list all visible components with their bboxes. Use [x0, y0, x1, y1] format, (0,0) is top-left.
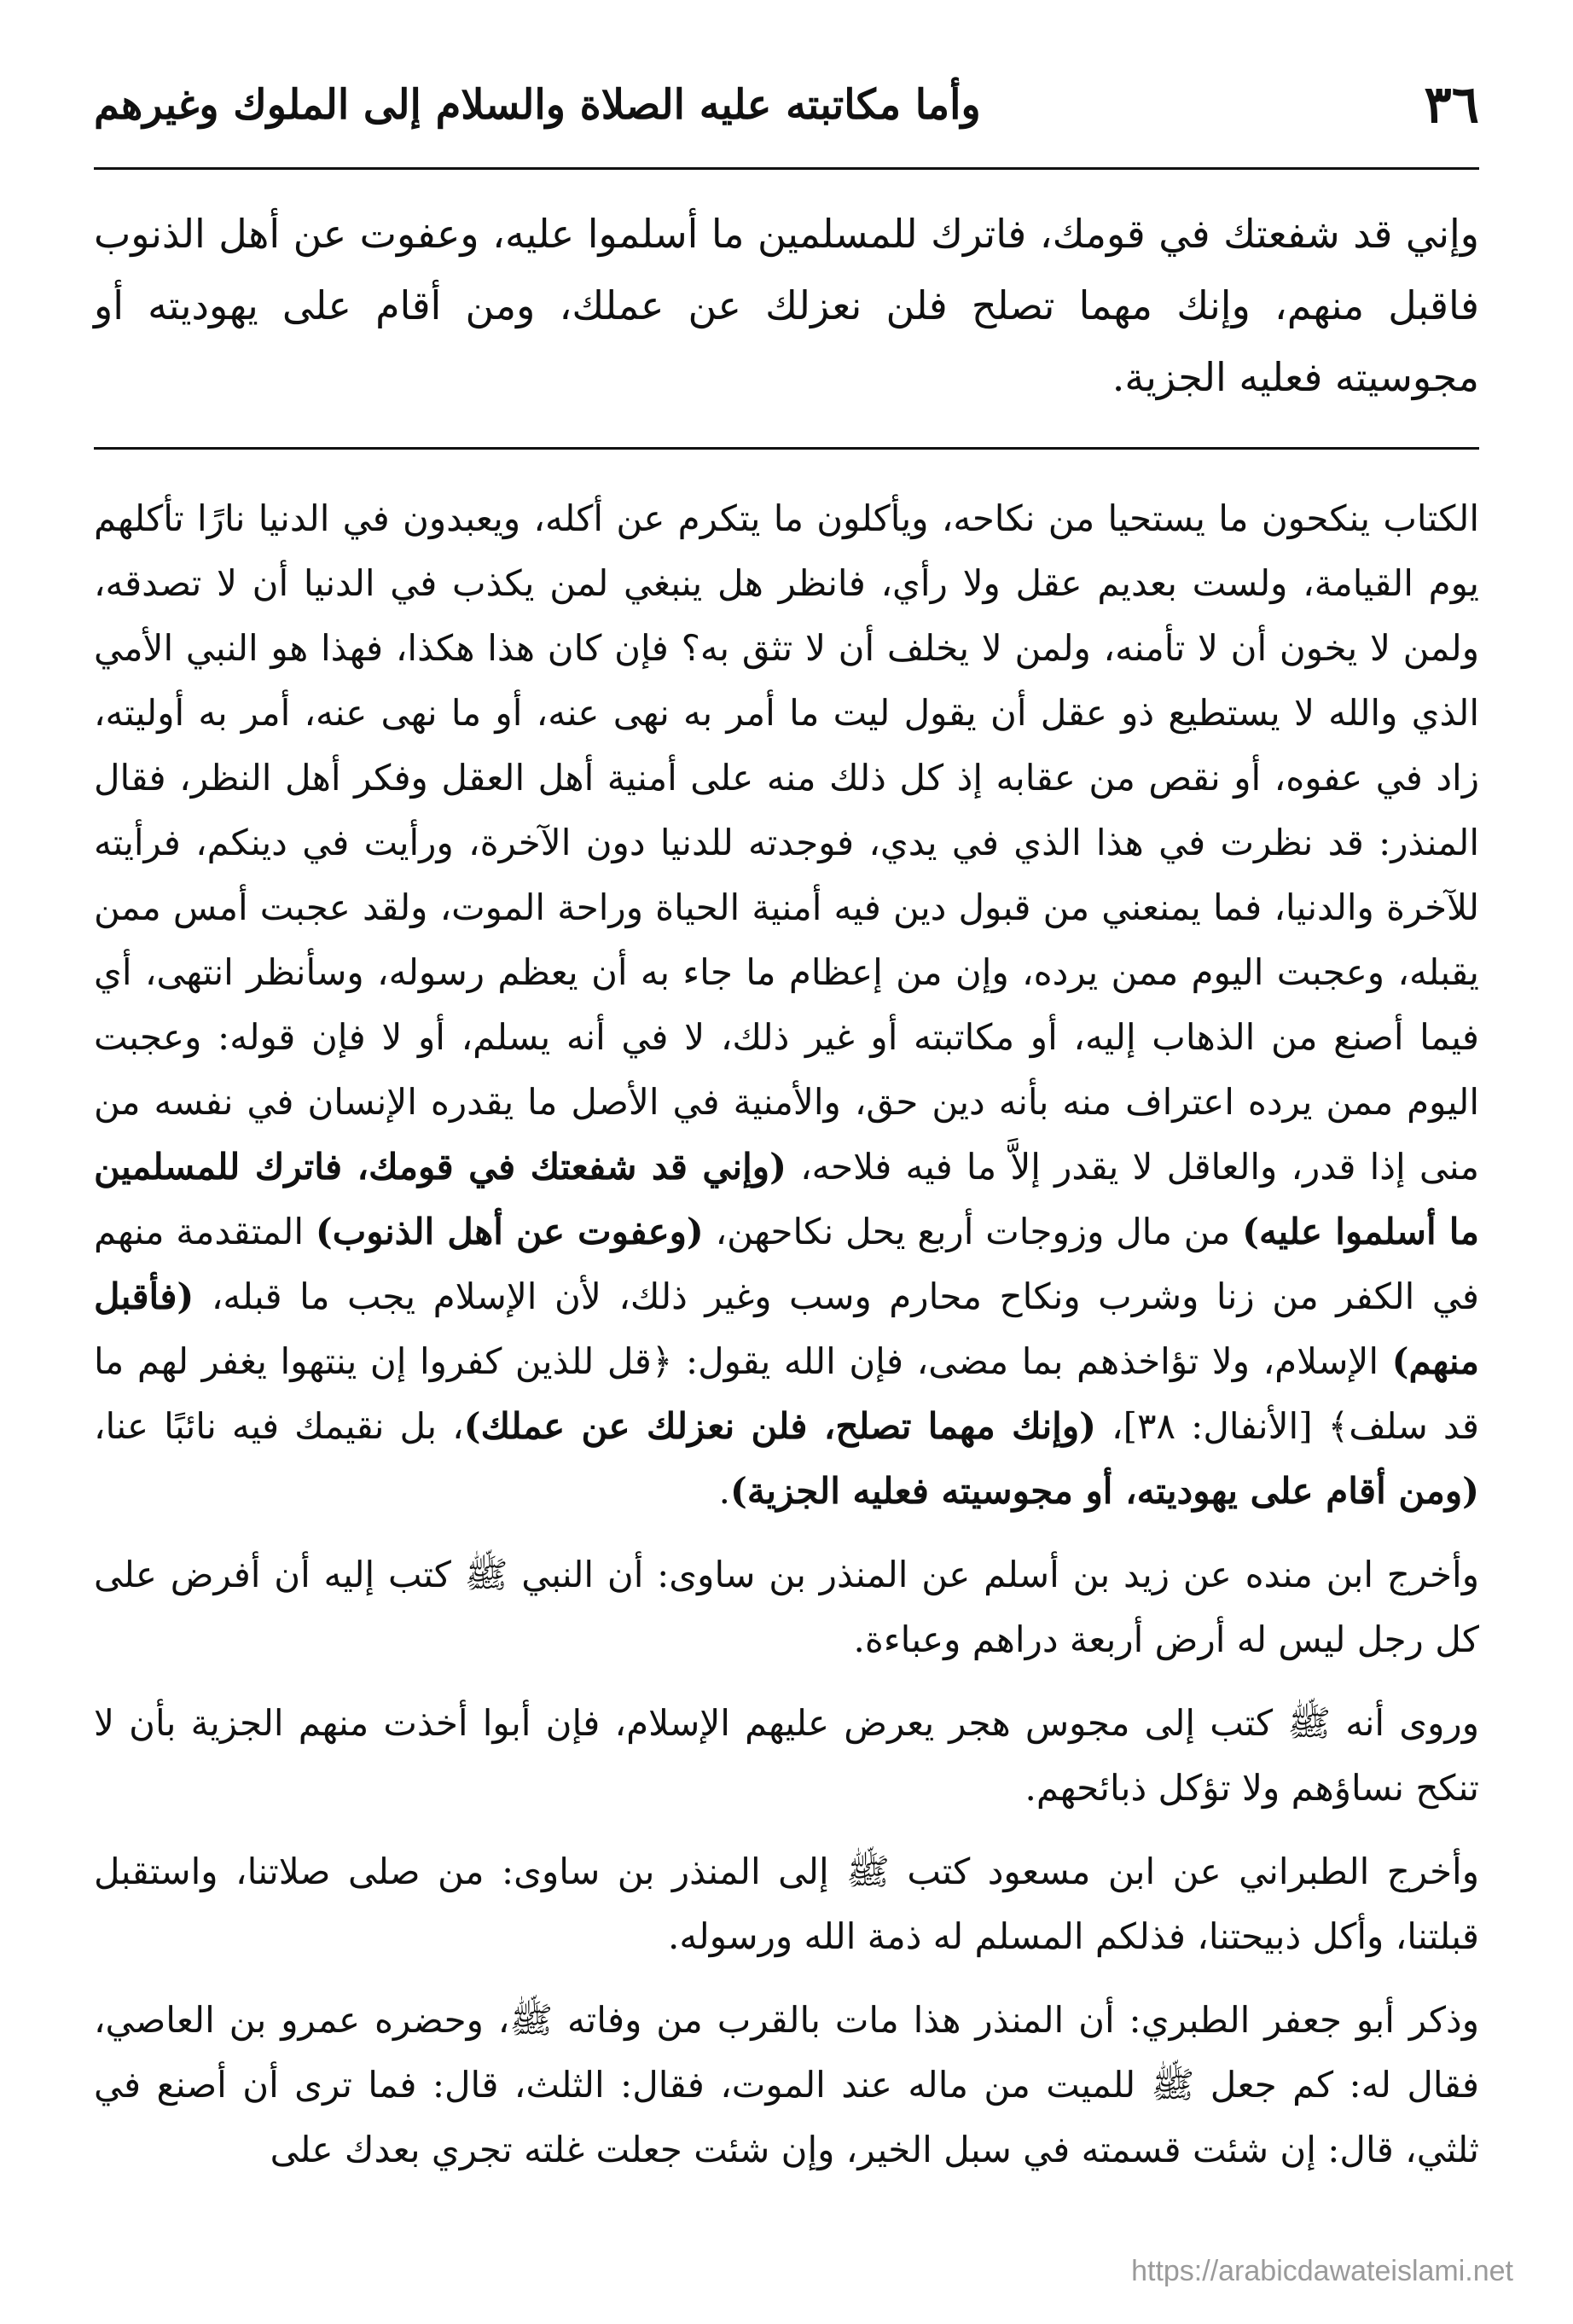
- text-run: الإسلام، ولا تؤاخذهم بما مضى، فإن الله يقول: ﴿قل للذين كفروا إن ينتهوا يغفر لهم ما قد سلف﴾ [الأنفال: ٣٨]،: [94, 1340, 1479, 1447]
- watermark-url: https://arabicdawateislami.net: [1131, 2255, 1513, 2287]
- text-run: من مال وزوجات أربع يحل نكاحهن،: [703, 1211, 1243, 1252]
- quote-rule: [94, 447, 1479, 450]
- commentary-paragraph-4: وأخرج الطبراني عن ابن مسعود كتب ﷺ إلى المنذر بن ساوى: من صلى صلاتنا، واستقبل قبلتنا، وأكل ذبيحتنا، فذلكم المسلم له ذمة الله ورسوله.: [94, 1850, 1479, 1957]
- commentary-body: [94, 486, 1479, 2182]
- bold-quote-run: (وإنك مهما تصلح، فلن نعزلك عن عملك): [463, 1405, 1096, 1447]
- page-number: ٣٦: [1424, 75, 1479, 135]
- text-run: المتقدمة منهم في الكفر من زنا وشرب ونكاح محارم وسب وغير ذلك، لأن الإسلام يجب ما قبله،: [94, 1211, 1479, 1317]
- bold-quote-run: (فأقبل منهم): [94, 1275, 1479, 1382]
- header-rule: [94, 167, 1479, 170]
- letter-quote: وإني قد شفعتك في قومك، فاترك للمسلمين ما أسلموا عليه، وعفوت عن أهل الذنوب فاقبل منهم، وإنك مهما تصلح فلن نعزلك عن عملك، ومن أقام على يهوديته أو مجوسيته فعليه الجزية.: [94, 211, 1479, 400]
- text-run: .: [718, 1470, 731, 1512]
- running-title: وأما مكاتبته عليه الصلاة والسلام إلى الملوك وغيرهم: [94, 81, 981, 129]
- commentary-paragraph-5: وذكر أبو جعفر الطبري: أن المنذر هذا مات بالقرب من وفاته ﷺ، وحضره عمرو بن العاصي، فقال له: كم جعل ﷺ للميت من ماله عند الموت، فقال: الثلث، قال: فما ترى أن أصنع في ثلثي، قال: إن شئت قسمته في سبل الخير، وإن شئت جعلت غلته تجري بعدك على: [94, 1999, 1479, 2170]
- text-run: ، بل نقيمك فيه نائبًا عنا،: [94, 1405, 464, 1447]
- bold-quote-run: (وإني قد شفعتك في قومك، فاترك للمسلمين ما أسلموا عليه): [94, 1146, 1480, 1252]
- bold-quote-run: (وعفوت عن أهل الذنوب): [315, 1211, 704, 1252]
- page-header: [94, 67, 1479, 143]
- commentary-paragraph-1: [94, 486, 1479, 1524]
- text-run: الكتاب ينكحون ما يستحيا من نكاحه، ويأكلون ما يتكرم عن أكله، ويعبدون في الدنيا نارًا تأكلهم يوم القيامة، ولست بعديم عقل ولا رأي، فانظر هل ينبغي لمن يكذب في الدنيا أن لا تصدقه، ولمن لا يخون أن لا تأمنه، ولمن لا يخلف أن لا تثق به؟ فإن كان هذا هكذا، فهذا هو النبي الأمي الذي والله لا يستطيع ذو عقل أن يقول ليت ما أمر به نهى عنه، أو ما نهى عنه، أمر به أوليته، زاد في عفوه، أو نقص من عقابه إذ كل ذلك منه على أمنية أهل العقل وفكر أهل النظر، فقال المنذر: قد نظرت في هذا الذي في يدي، فوجدته للدنيا دون الآخرة، ورأيت في دينكم، فرأيته للآخرة والدنيا، فما يمنعني من قبول دين فيه أمنية الحياة وراحة الموت، ولقد عجبت أمس ممن يقبله، وعجبت اليوم ممن يرده، وإن من إعظام ما جاء به أن يعظم رسوله، وسأنظر انتهى، أي فيما أصنع من الذهاب إليه، أو مكاتبته أو غير ذلك، لا في أنه يسلم، أو لا فإن قوله: وعجبت اليوم ممن يرده اعتراف منه بأنه دين حق، والأمنية في الأصل ما يقدره الإنسان في نفسه من منى إذا قدر، والعاقل لا يقدر إلاَّ ما فيه فلاحه،: [94, 497, 1480, 1188]
- commentary-paragraph-2: وأخرج ابن منده عن زيد بن أسلم عن المنذر بن ساوى: أن النبي ﷺ كتب إليه أن أفرض على كل رجل ليس له أرض أربعة دراهم وعباءة.: [94, 1554, 1479, 1660]
- bold-quote-run: (ومن أقام على يهوديته، أو مجوسيته فعليه الجزية): [730, 1470, 1479, 1512]
- commentary-paragraph-3: وروى أنه ﷺ كتب إلى مجوس هجر يعرض عليهم الإسلام، فإن أبوا أخذت منهم الجزية بأن لا تنكح نساؤهم ولا تؤكل ذبائحهم.: [94, 1702, 1479, 1809]
